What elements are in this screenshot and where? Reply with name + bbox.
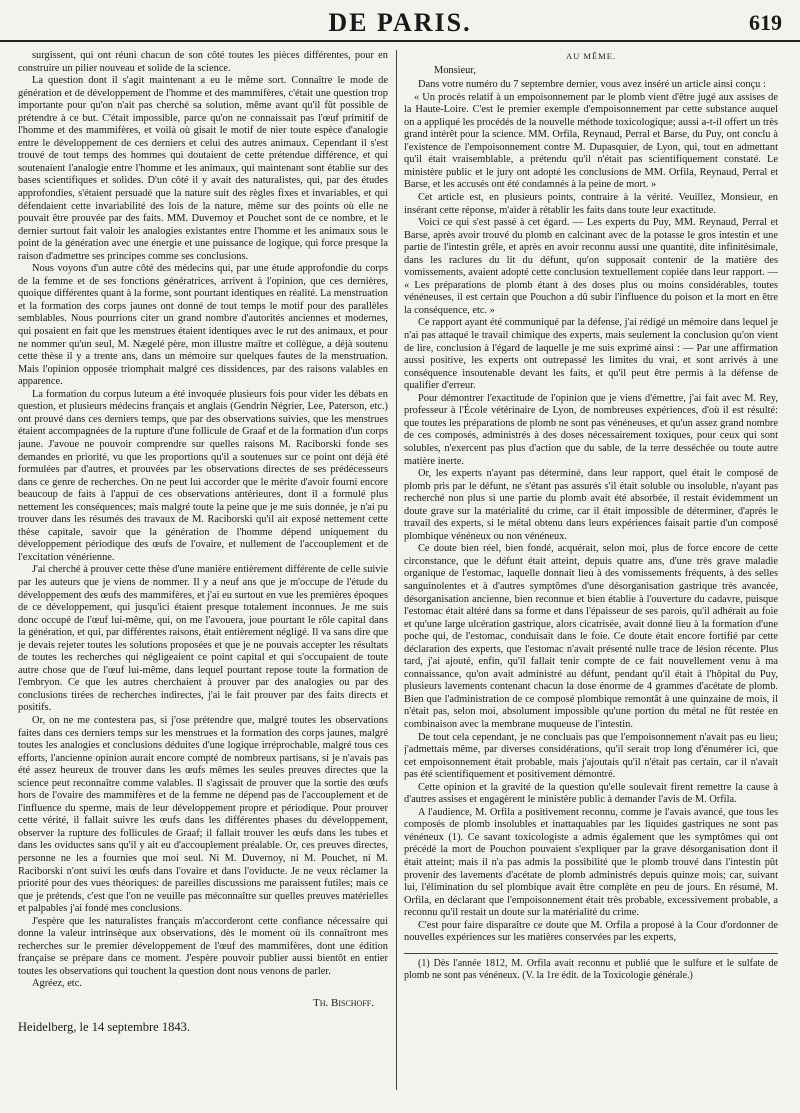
signature: Th. Bischoff. — [313, 997, 374, 1010]
right-paragraph-8: Cette opinion et la gravité de la question qu'elle soulevait firent remettre la cause à d'autres assises et engagèrent le ministère public à demander l'avis de M. Orfila. — [404, 781, 778, 806]
left-column — [18, 50, 388, 1050]
left-paragraph-4: La formation du corpus luteum a été invoquée plusieurs fois pour vider les débats en question, et plusieurs médecins français et anglais (Gendrin Négrier, Lee, Paterson, etc.) ont prouvé dans ces derniers temps, que par des observations suivies, que les menstrues étaient accompagnées de la rupture d'une follicule de Graaf et de la formation d'un corps jaune. J'avoue ne pouvoir comprendre sur quelles raisons M. Raciborski fonde ses demandes en priorité, vu que les proportions qu'il a soutenues sur ce point ont déjà été formulées par d'autres, et prouvées par les observations directes de ses prédécesseurs dans ce genre de recherches. On ne peut lui accorder que le mérite d'avoir fourni encore beaucoup de faits à l'appui de ces observations antérieures, dont il a formulé plus nettement les conséquences; mais malgré toute la peine que je me suis donnée, je n'ai pu trouver dans les résumés des travaux de M. Raciborski qu'il ait exposé nettement cette thèse capitale, savoir que la génération de l'homme dépend uniquement du développement périodique des œufs de l'ovaire, et nullement de l'accouplement et de l'excitation vénérienne. — [18, 388, 388, 563]
right-paragraph-4: Pour démontrer l'exactitude de l'opinion que je viens d'émettre, j'ai fait avec M. Rey, professeur à l'École vétérinaire de Lyon, de nombreuses expériences, d'où il est résulté: que toutes les préparations de plomb ne sont pas vénéneuses, et qu'un assez grand nombre de ces composés, administrés à des doses nécessairement toxiques, pour ceux qui sont solubles, n'exercent pas plus d'action que du sable, de la terre desséchée ou toute autre matière inerte. — [404, 392, 778, 467]
right-paragraph-7: De tout cela cependant, je ne concluais pas que l'empoisonnement n'avait pas eu lieu; j'admettais même, par diverses considérations, qu'il serait trop long d'énumérer ici, que cet empoisonnement était probable, mais j'ajoutais qu'il n'était pas certain, car il n'avait pas été scientifiquement et positivement démontré. — [404, 731, 778, 781]
quoted-article: « Un procès relatif à un empoisonnement par le plomb vient d'être jugé aux assises de la Haute-Loire. C'est le premier exemple d'empoisonnement par cette substance auquel on a appliqué les procédés de la nouvelle méthode toxicologique; aussi a-t-il offert un très grand intérêt pour la science. MM. Orfila, Reynaud, Perral et Barse, du Puy, ont conclu à l'existence de l'empoisonnement contre M. Dupasquier, de Lyon, qui, tout en admettant qu'il était vraisemblable, a prétendu qu'il n'était pas scientifiquement constaté. Le ministère public et le jury ont adopté les conclusions de MM. Orfila, Reynaud, Perral et Barse, et les accusés ont été condamnés à la peine de mort. » — [404, 91, 778, 191]
closing-formula: Agréez, etc. — [32, 978, 82, 990]
place-date: Heidelberg, le 14 septembre 1843. — [18, 1020, 190, 1035]
left-paragraph-5: J'ai cherché à prouver cette thèse d'une manière entièrement différente de celle suivie par les auteurs que je viens de nommer. Il y a neuf ans que je m'occupe de l'étude du développement des œufs des mammifères, et j'ai eu surtout en vue les premières époques de ce développement, qui jusqu'ici étaient presque totalement inconnues. Je me suis donc occupé de l'œuf lui-même, qui, on me l'avouera, joue pourtant le rôle capital dans la génération, et qui, par différentes raisons, était entièrement négligé. Il va sans dire que je devais rejeter toutes les solutions proposées et que je ne pouvais accepter les résultats de toutes les recherches qui négligeaient ce point capital et qui s'occupaient de toute autre chose que de l'œuf lui-même, dans lequel pourtant repose toute la formation de l'embryon. Ce que les autres cherchaient à prouver par des analogies ou par des conclusions tirées de recherches indirectes, j'ai le fait prouver par des faits directs et positifs. — [18, 564, 388, 714]
right-column — [404, 50, 778, 1100]
left-paragraph-7: J'espère que les naturalistes français m'accorderont cette confiance nécessaire qui donne la valeur intrinsèque aux observations, dès le moment où ils connaîtront mes recherches sur le premier développement de l'œuf des mammifères, dont une édition française se prépare dans ce moment. J'espère pouvoir publier aussi bientôt en entier toutes les observations qui touchent la question dont nous venons de parler. — [18, 915, 388, 977]
running-title: DE PARIS. — [328, 8, 472, 37]
signature-block — [18, 997, 388, 1015]
column-divider — [396, 50, 397, 1090]
intro-paragraph: Dans votre numéro du 7 septembre dernier, vous avez inséré un article ainsi conçu : — [418, 79, 766, 91]
right-paragraph-3: Ce rapport ayant été communiqué par la défense, j'ai rédigé un mémoire dans lequel je n'ai pas attaqué le travail chimique des experts, mais seulement la conclusion qu'on vient de lire, conclusion à l'égard de laquelle je me suis exprimé ainsi : — Par une affirmation aussi positive, les experts ont outrepassé les limites du vrai, et sont arrivés à une conséquence insoutenable devant les faits, et qu'il peut être permis à la défense de qualifier d'erreur. — [404, 317, 778, 392]
section-heading: AU MÊME. — [565, 51, 617, 61]
right-paragraph-5: Or, les experts n'ayant pas déterminé, dans leur rapport, quel était le composé de plomb pris par le défunt, ne s'étant pas assurés s'il était soluble ou insoluble, n'ayant pas recherché non plus si une partie du plomb avait été absorbée, il restait évidemment un doute grave sur la matérialité du crime, car il était impossible de déterminer, d'après le travail des experts, si le métal obtenu dans leurs expériences faisait partie d'un composé plombique vénéneux ou non vénéneux. — [404, 468, 778, 542]
right-paragraph-1: Cet article est, en plusieurs points, contraire à la vérité. Veuillez, Monsieur, en insérant cette réponse, m'aider à rétablir les faits dans toute leur exactitude. — [404, 192, 778, 216]
salutation: Monsieur, — [434, 64, 477, 76]
left-paragraph-2: La question dont il s'agit maintenant a eu le même sort. Connaître le mode de génération et de développement de l'homme et des mammifères, c'était une question trop importante pour qu'on n'ait pas cherché sa solution, même avant qu'il fût possible de prétendre à ce but. C'était impossible, parce qu'on ne connaissait pas l'œuf primitif de l'homme et des mammifères, et voilà où gisait le motif de nier toute espèce d'analogie entre le développement de ces derniers et celui des autres animaux. Cependant il s'est trouvé de tout temps des hommes qui doutaient de cette prétendue différence, et qui soutenaient l'analogie entre l'homme et les animaux, qui maintenant sont établie sur des bases scientifiques et solides. D'un côté il y avait des naturalistes, qui, par des études approfondies, s'étaient persuadé que la nature suit des règles fixes et invariables, et qui défendaient cette invariabilité des lois de la nature, même sur des points où elle ne pouvait être prouvée par des faits. MM. Duvernoy et Pouchet sont de ce nombre, et le dernier surtout fait valoir les analogies existantes entre l'homme et les animaux sous le point de la génération avec une énergie et une puissance de logique, qui force presque la raison d'admettre ses principes comme ses conclusions. — [18, 75, 388, 262]
page-number: 619 — [749, 10, 782, 35]
left-paragraph-3: Nous voyons d'un autre côté des médecins qui, par une étude approfondie du corps de la femme et de ses fonctions génératrices, arrivent à l'opinion, que ces dernières, quoique différentes quant à la forme, sont pourtant identiques en réalité. La menstruation et la formation des corps jaunes ont donné de tout temps le motif pour des parallèles semblables. Nous pourrions citer un grand nombre d'autorités anciennes et modernes, qui posaient en fait que les menstrues étaient identiques avec le rut des animaux, et pour ne nommer qu'un seul, M. Nægelé père, mon illustre maître et collègue, a déjà soutenu cette thèse il y a trente ans, dans un mémoire sur quelques fautes de la menstruation. Mais l'opinion opposée triomphait malgré ces dissidences, par des raisons valables en apparence. — [18, 263, 388, 388]
right-paragraph-9: A l'audience, M. Orfila a positivement reconnu, comme je l'avais avancé, que tous les composés de plomb insolubles et inattaquables par les liquides gastriques ne sont pas vénéneux (1). Ce savant toxicologiste a admis également que les symptômes qui ont précédé la mort de Pouchon pouvaient s'expliquer par la grave désorganisation dont il était atteint; mais il n'a pas admis la possibilité que le plomb trouvé dans l'intestin pût provenir des lavements d'acétate de plomb administrés depuis quinze mois; car, suivant lui, l'élimination du sel plombique avait être complète en peu de jours. En résumé, M. Orfila, en déclarant que l'empoisonnement était très probable, excessivement probable, a reconnu qu'il restait un doute sur la matérialité du crime. — [404, 806, 778, 919]
right-paragraph-2: Voici ce qui s'est passé à cet égard. — Les experts du Puy, MM. Reynaud, Perral et Barse, après avoir trouvé du plomb en calcinant avec de la potasse le gros intestin et une partie de l'intestin grêle, et après en avoir reconnu aussi une quantité, dite infinitésimale, dans les raclures du lit du défunt, qu'on supposait contenir de la matière des vomissements, avaient adopté cette conclusion textuellement copiée dans leur rapport. — « Les préparations de plomb étant à des doses plus ou moins considérables, toutes vénéneuses, il est certain que Pouchon a dû subir l'influence du poison et la mort en être la conséquence, etc. » — [404, 217, 778, 316]
footnote-rule — [404, 953, 778, 954]
place-date-block — [18, 1021, 388, 1039]
left-paragraph-6: Or, on ne me contestera pas, si j'ose prétendre que, malgré toutes les observations faites dans ces derniers temps sur les menstrues et la formation des corps jaunes, malgré toutes les analogies et conclusions déduites d'une logique irréprochable, malgré tous ces efforts, l'ancienne opinion aurait encore compté de nombreux partisans, si je n'avais pas été assez heureux de trouver dans les œufs mêmes les seules preuves directes que la science peut reconnaître comme valables. Il s'agissait de prouver que la sortie des œufs hors de l'ovaire des mammifères et de la femme ne dépend pas de l'accouplement et de l'influence du sperme, mais de leur développement propre et périodique. Pour prouver cette vérité, il fallait suivre les œufs dans les différentes phases du développement, observer la rupture des follicules de Graaf; il fallait trouver les œufs dans les tubes et dans les oviductes sans qu'il y ait eu d'accouplement préalable. Or, ces preuves directes, personne ne les a fournies que moi seul. Ni M. Duvernoy, ni M. Pouchet, ni M. Raciborski n'ont suivi les œufs dans l'ovaire et dans l'oviducte. Je ne veux réclamer la priorité pour des vues théoriques: de pareilles discussions me paraissent futiles; mais ce que je prétends, c'est que l'on ne veuille pas méconnaître sur quelles preuves matérielles et palpables j'ai fondé mes conclusions. — [18, 714, 388, 915]
left-paragraph-1: surgissent, qui ont réuni chacun de son côté toutes les pièces différentes, pour en construire un pilier nouveau et solide de la science. — [18, 50, 388, 74]
footnote: (1) Dès l'année 1812, M. Orfila avait reconnu et publié que le sulfure et le sulfate de plomb ne sont pas vénéneux. (V. la 1re édit. de la Toxicologie générale.) — [404, 957, 778, 981]
right-paragraph-10: C'est pour faire disparaître ce doute que M. Orfila a proposé à la Cour d'ordonner de nouvelles expériences sur les matières conservées par les experts, — [404, 919, 778, 944]
page-header — [0, 0, 800, 42]
right-paragraph-6: Ce doute bien réel, bien fondé, acquérait, selon moi, plus de force encore de cette circonstance, que le défunt était atteint, depuis quatre ans, d'une très grave maladie organique de l'estomac, laquelle donnait lieu à des vomissements fréquents, à des selles sanguinolentes et à d'autres symptômes d'une désorganisation gastrique très avancée, désorganisation ancienne, bien reconnue et bien établie à l'ouverture du cadavre, puisque l'estomac était altéré dans sa forme et dans l'épaisseur de ses parois, qu'il adhérait au foie et qu'une large ulcération gastrique, alors cicatrisée, avait donné lieu à la formation d'une poche qui, de l'estomac, conduisait dans le foie. Ce doute était encore fortifié par cette déclaration des experts, que l'estomac n'avait présenté nulle trace de lésion récente. Plus tard, j'ai ajouté, enfin, qu'il fallait tenir compte de ce fait nouvellement venu à ma connaissance, qu'on avait administré au défunt, pendant qu'il était à l'hôpital du Puy, plusieurs lavements contenant chacun la dose énorme de 4 grammes d'acétate de plomb. Bien que l'administration de ce composé plombique remontât à une quinzaine de mois, il n'était pas, selon moi, absolument impossible qu'une portion du métal ne fût restée en combinaison avec la membrane muqueuse de l'intestin. — [404, 543, 778, 730]
